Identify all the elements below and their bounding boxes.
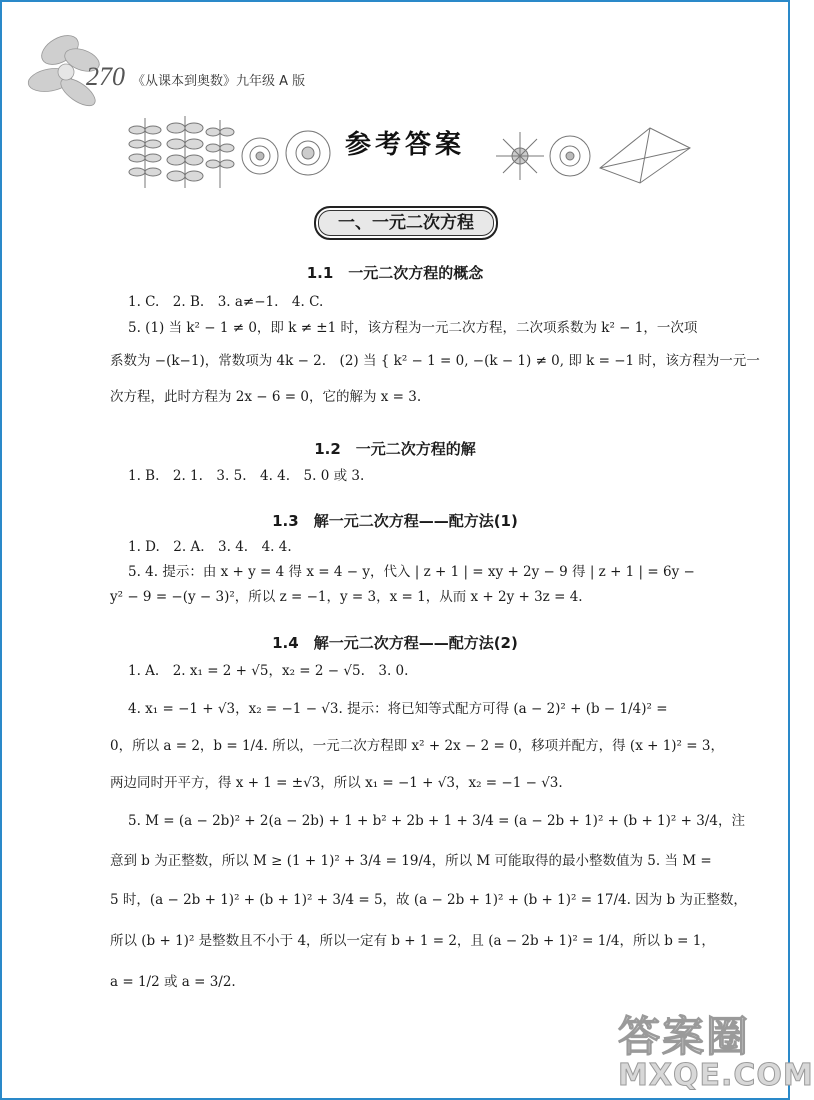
answer-line: 5. (1) 当 k² − 1 ≠ 0，即 k ≠ ±1 时，该方程为一元二次方程，二次项系数为 k² − 1，一次项 xyxy=(128,320,698,336)
answers-heading: 参考答案 xyxy=(344,130,465,160)
answer-line: 1. D. 2. A. 3. 4. 4. 4. xyxy=(128,539,292,555)
flower-rosette-icon xyxy=(550,136,590,176)
answer-line: 1. B. 2. 1. 3. 5. 4. 4. 5. 0 或 3. xyxy=(128,468,365,484)
answer-line: 所以 (b + 1)² 是整数且不小于 4，所以一定有 b + 1 = 2，且 (a − 2b + 1)² = 1/4，所以 b = 1， xyxy=(110,933,715,949)
answer-line: a = 1/2 或 a = 3/2. xyxy=(110,974,236,990)
answer-line: y² − 9 = −(y − 3)²，所以 z = −1，y = 3，x = 1，从而 x + 2y + 3z = 4. xyxy=(110,589,583,605)
answer-line: 1. C. 2. B. 3. a≠−1. 4. C. xyxy=(128,294,324,310)
page-number: 270 xyxy=(86,62,125,91)
leaf-sprig-icon xyxy=(206,120,234,188)
answer-line: 次方程，此时方程为 2x − 6 = 0，它的解为 x = 3. xyxy=(110,389,422,405)
section-heading: 1.4 解一元二次方程——配方法(2) xyxy=(272,634,518,652)
book-title: 《从课本到奥数》九年级 A 版 xyxy=(132,74,306,89)
flower-rosette-icon xyxy=(286,131,330,175)
answer-line: 5 时，(a − 2b + 1)² + (b + 1)² + 3/4 = 5，故 (a − 2b + 1)² + (b + 1)² = 17/4. 因为 b 为正整数， xyxy=(110,892,747,908)
geometric-string-art-icon xyxy=(600,128,690,183)
section-heading: 1.2 一元二次方程的解 xyxy=(314,440,476,458)
leaf-sprig-icon xyxy=(129,118,161,188)
answer-line: 两边同时开平方，得 x + 1 = ±√3，所以 x₁ = −1 + √3，x₂ = −1 − √3. xyxy=(110,775,563,791)
chapter-title: 一、一元二次方程 xyxy=(314,206,498,240)
answer-line: 0，所以 a = 2，b = 1/4. 所以，一元二次方程即 x² + 2x − 2 = 0，移项并配方，得 (x + 1)² = 3， xyxy=(110,738,724,754)
answer-line: 5. 4. 提示：由 x + y = 4 得 x = 4 − y，代入 | z + 1 | = xy + 2y − 9 得 | z + 1 | = 6y − xyxy=(128,564,695,580)
answer-line: 5. M = (a − 2b)² + 2(a − 2b) + 1 + b² + 2b + 1 + 3/4 = (a − 2b + 1)² + (b + 1)² + 3/4，注 xyxy=(128,813,745,829)
answer-line: 1. A. 2. x₁ = 2 + √5，x₂ = 2 − √5. 3. 0. xyxy=(128,663,409,679)
flower-rosette-icon xyxy=(242,138,278,174)
answer-line: 意到 b 为正整数，所以 M ≥ (1 + 1)² + 3/4 = 19/4，所以 M 可能取得的最小整数值为 5. 当 M = xyxy=(110,853,712,869)
watermark-url: MXQE.COM xyxy=(618,1058,814,1093)
answer-line: 系数为 −(k−1)，常数项为 4k − 2. (2) 当 { k² − 1 = 0, −(k − 1) ≠ 0, 即 k = −1 时，该方程为一元一 xyxy=(110,353,760,369)
section-heading: 1.3 解一元二次方程——配方法(1) xyxy=(272,512,518,530)
answer-line: 4. x₁ = −1 + √3，x₂ = −1 − √3. 提示：将已知等式配方可得 (a − 2)² + (b − 1/4)² = xyxy=(128,701,668,717)
leaf-sprig-icon xyxy=(167,116,203,188)
section-heading: 1.1 一元二次方程的概念 xyxy=(306,264,484,282)
snowflake-icon xyxy=(496,132,544,180)
watermark-logo-text: 答案圈 xyxy=(618,1012,751,1061)
